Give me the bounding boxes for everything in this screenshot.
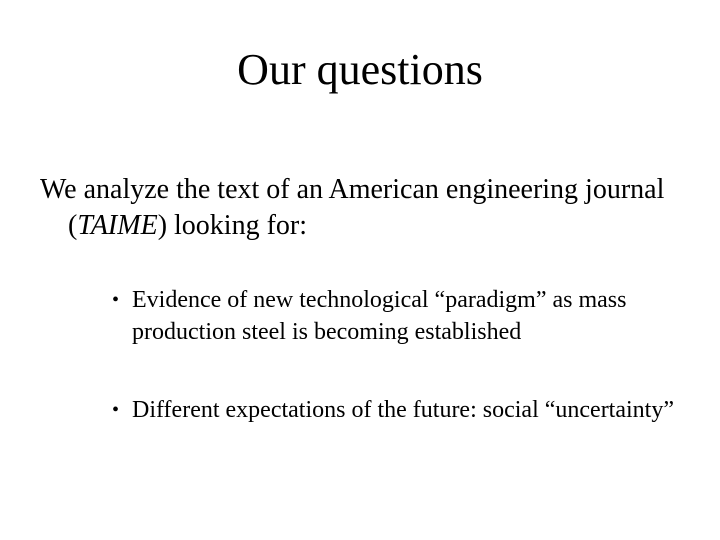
intro-text-before: We analyze the text of an American engineering journal ( <box>40 174 665 241</box>
slide-title: Our questions <box>237 45 483 94</box>
bullet-text: Different expectations of the future: social “uncertainty” <box>132 397 674 423</box>
bullet-item-paradigm <box>112 284 692 348</box>
bullet-text: Evidence of new technological “paradigm” as mass production steel is becoming established <box>132 287 627 345</box>
bullet-dot-icon: • <box>112 399 120 421</box>
journal-name: TAIME <box>77 210 158 241</box>
bullet-list <box>112 284 692 472</box>
intro-text-after: ) looking for: <box>157 210 307 241</box>
bullet-dot-icon: • <box>112 289 120 311</box>
bullet-item-uncertainty <box>112 394 692 426</box>
intro-paragraph <box>40 172 708 244</box>
